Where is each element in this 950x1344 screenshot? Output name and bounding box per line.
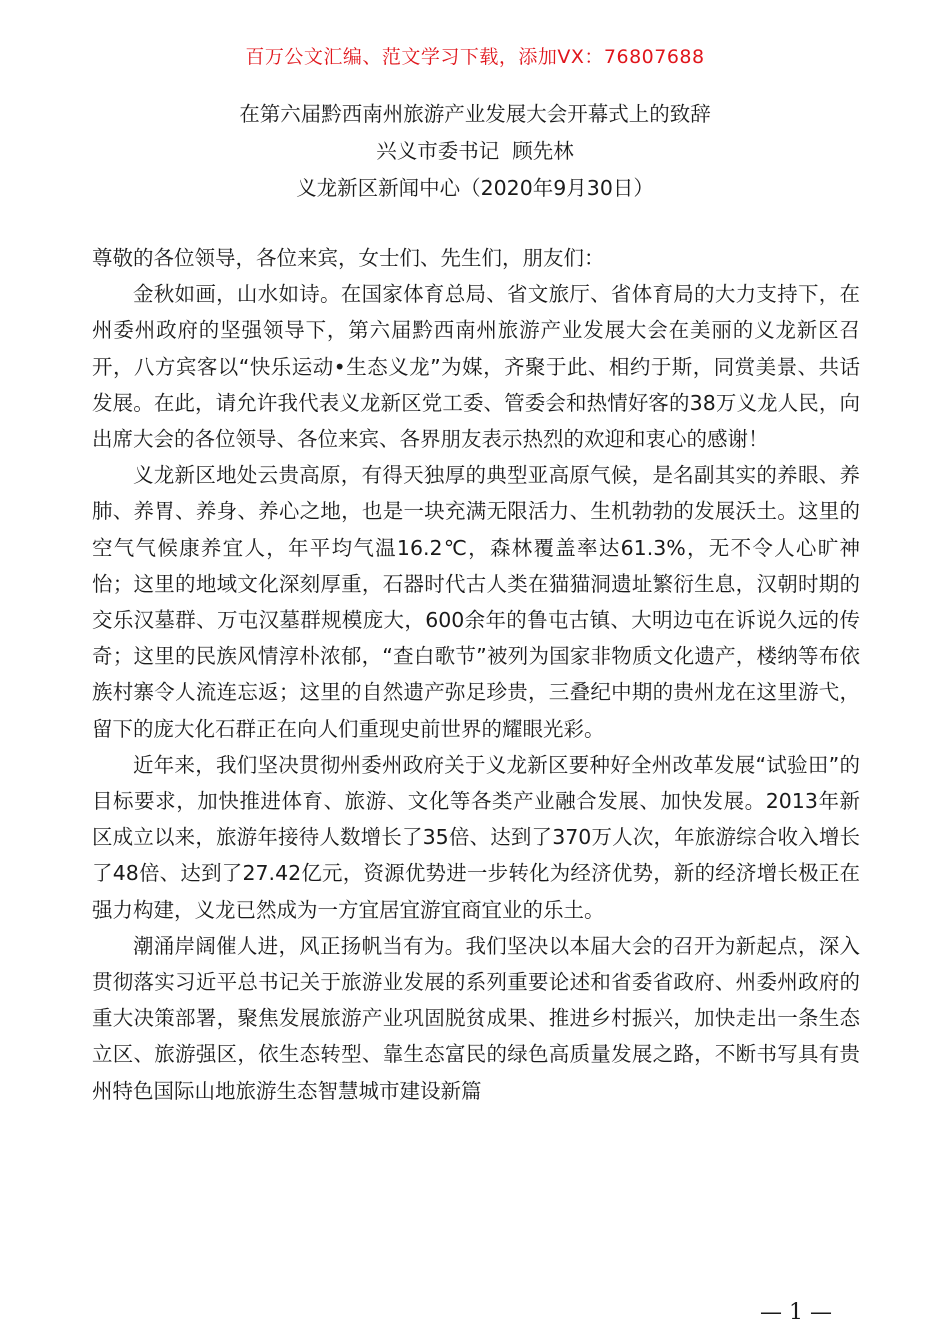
body-text bbox=[92, 240, 860, 1109]
author-line: 兴义市委书记 顾先林 bbox=[376, 139, 574, 163]
page-number: — 1 — bbox=[760, 1300, 832, 1325]
paragraph-4: 潮涌岸阔催人进，风正扬帆当有为。我们坚决以本届大会的召开为新起点，深入贯彻落实习近平总书记关于旅游业发展的系列重要论述和省委省政府、州委州政府的重大决策部署，聚焦发展旅游产业巩固脱贫成果、推进乡村振兴，加快走出一条生态立区、旅游强区，依生态转型、靠生态富民的绿色高质量发展之路，不断书写具有贵州特色国际山地旅游生态智慧城市建设新篇 bbox=[92, 933, 860, 1103]
document-title: 在第六届黔西南州旅游产业发展大会开幕式上的致辞 bbox=[239, 102, 711, 126]
salutation: 尊敬的各位领导，各位来宾，女士们、先生们，朋友们： bbox=[92, 246, 605, 270]
paragraph-3: 近年来，我们坚决贯彻州委州政府关于义龙新区要种好全州改革发展“试验田”的目标要求，加快推进体育、旅游、文化等各类产业融合发展、加快发展。2013年新区成立以来，旅游年接待人数增长了35倍、达到了370万人次，年旅游综合收入增长了48倍、达到了27.42亿元，资源优势进一步转化为经济优势，新的经济增长极正在强力构建，义龙已然成为一方宜居宜游宜商宜业的乐土。 bbox=[92, 752, 860, 922]
header-banner: 百万公文汇编、范文学习下载，添加VX：76807688 bbox=[245, 46, 705, 68]
paragraph-1: 金秋如画，山水如诗。在国家体育总局、省文旅厅、省体育局的大力支持下，在州委州政府的坚强领导下，第六届黔西南州旅游产业发展大会在美丽的义龙新区召开，八方宾客以“快乐运动•生态义龙”为媒，齐聚于此、相约于斯，同赏美景、共话发展。在此，请允许我代表义龙新区党工委、管委会和热情好客的38万义龙人民，向出席大会的各位领导、各位来宾、各界朋友表示热烈的欢迎和衷心的感谢！ bbox=[92, 282, 860, 452]
paragraph-2: 义龙新区地处云贵高原，有得天独厚的典型亚高原气候，是名副其实的养眼、养肺、养胃、养身、养心之地，也是一块充满无限活力、生机勃勃的发展沃土。这里的空气气候康养宜人，年平均气温16.2℃，森林覆盖率达61.3%，无不令人心旷神怡；这里的地域文化深刻厚重，石器时代古人类在猫猫洞遗址繁衍生息，汉朝时期的交乐汉墓群、万屯汉墓群规模庞大，600余年的鲁屯古镇、大明边屯在诉说久远的传奇；这里的民族风情淳朴浓郁，“查白歌节”被列为国家非物质文化遗产，楼纳等布依族村寨令人流连忘返；这里的自然遗产弥足珍贵，三叠纪中期的贵州龙在这里游弋，留下的庞大化石群正在向人们重现史前世界的耀眼光彩。 bbox=[92, 463, 860, 741]
source-line: 义龙新区新闻中心（2020年9月30日） bbox=[296, 176, 654, 200]
title-block bbox=[0, 96, 950, 207]
